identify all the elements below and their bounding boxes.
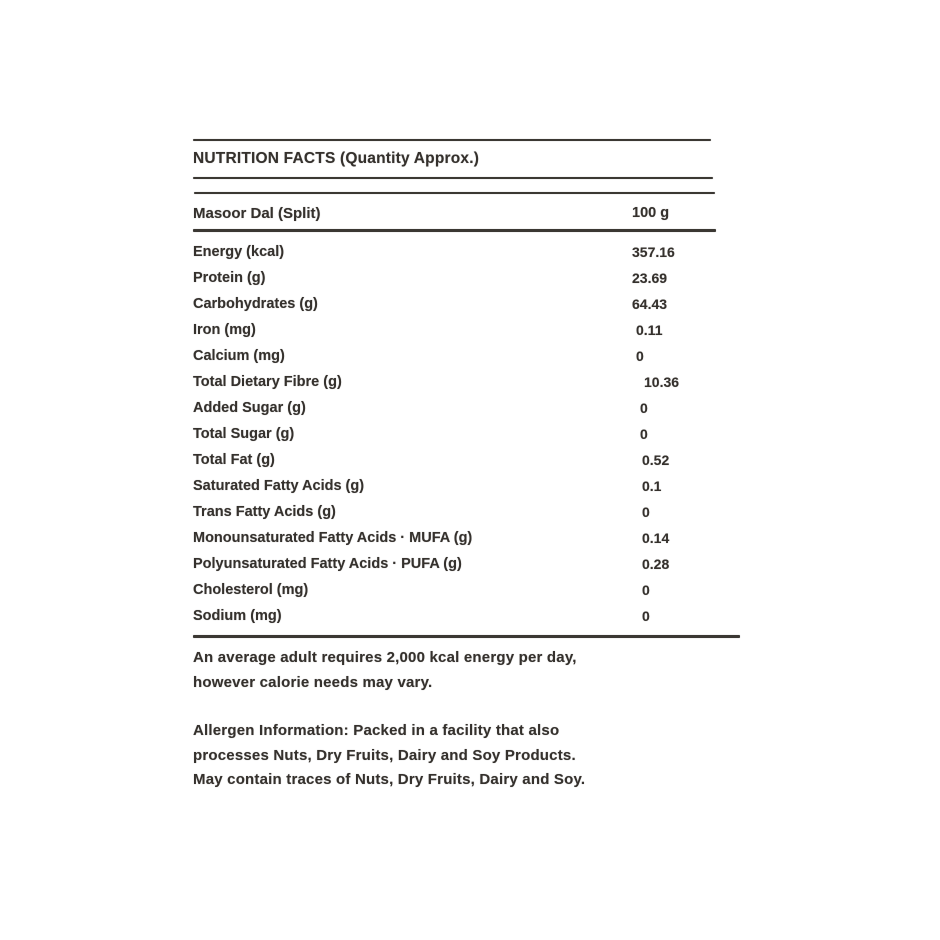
header-separator-rule <box>194 192 715 194</box>
table-row <box>193 553 740 579</box>
nutrient-value: 0.52 <box>642 452 670 468</box>
table-row <box>193 345 740 371</box>
allergen-note <box>193 719 713 793</box>
nutrient-name: Monounsaturated Fatty Acids · MUFA (g) <box>193 530 473 546</box>
table-row <box>193 449 740 475</box>
nutrient-name: Total Fat (g) <box>193 452 275 468</box>
nutrient-value: 357.16 <box>632 244 675 260</box>
calorie-note-line: however calorie needs may vary. <box>193 673 433 691</box>
nutrient-value: 0.1 <box>642 478 662 494</box>
nutrient-value: 64.43 <box>632 296 668 312</box>
table-row <box>193 241 740 267</box>
nutrient-name: Calcium (mg) <box>193 348 285 364</box>
allergen-note-line: Allergen Information: Packed in a facility that also <box>193 722 560 739</box>
table-row <box>193 267 740 293</box>
nutrient-name: Protein (g) <box>193 270 266 286</box>
nutrient-table <box>193 241 740 631</box>
nutrient-name: Cholesterol (mg) <box>193 582 309 598</box>
top-rule <box>193 139 711 141</box>
table-row <box>193 605 740 631</box>
table-row <box>193 371 740 397</box>
nutrient-name: Added Sugar (g) <box>193 400 306 416</box>
nutrient-value: 0 <box>642 582 650 598</box>
nutrient-value: 0 <box>640 400 648 416</box>
table-top-rule <box>193 229 716 232</box>
table-row <box>193 527 740 553</box>
table-row <box>193 501 740 527</box>
calorie-note <box>193 646 693 695</box>
allergen-note-line: processes Nuts, Dry Fruits, Dairy and Soy Products. <box>193 746 576 764</box>
label-title: NUTRITION FACTS (Quantity Approx.) <box>193 150 480 167</box>
nutrient-value: 10.36 <box>644 374 680 390</box>
nutrient-name: Sodium (mg) <box>193 608 282 624</box>
table-row <box>193 319 740 345</box>
allergen-note-line: May contain traces of Nuts, Dry Fruits, Dairy and Soy. <box>193 771 586 788</box>
table-row <box>193 293 740 319</box>
nutrient-value: 0 <box>640 426 648 442</box>
title-underline-rule <box>193 177 713 179</box>
product-header-row <box>193 205 740 227</box>
nutrient-value: 0 <box>636 348 644 364</box>
nutrient-value: 0 <box>642 504 650 520</box>
table-row <box>193 579 740 605</box>
nutrient-name: Energy (kcal) <box>193 244 285 260</box>
product-name: Masoor Dal (Split) <box>193 205 321 222</box>
nutrient-name: Trans Fatty Acids (g) <box>193 504 336 520</box>
nutrient-name: Iron (mg) <box>193 322 256 338</box>
nutrient-name: Saturated Fatty Acids (g) <box>193 478 365 494</box>
nutrient-value: 0 <box>642 608 650 624</box>
nutrient-name: Total Dietary Fibre (g) <box>193 374 342 390</box>
table-bottom-rule <box>193 635 740 638</box>
nutrient-value: 0.28 <box>642 556 670 572</box>
nutrient-name: Carbohydrates (g) <box>193 296 318 312</box>
nutrient-value: 0.14 <box>642 530 670 546</box>
nutrient-value: 0.11 <box>636 322 663 338</box>
calorie-note-line: An average adult requires 2,000 kcal energy per day, <box>193 649 577 666</box>
nutrient-name: Polyunsaturated Fatty Acids · PUFA (g) <box>193 556 462 572</box>
table-row <box>193 397 740 423</box>
nutrient-value: 23.69 <box>632 270 668 286</box>
nutrient-name: Total Sugar (g) <box>193 426 295 442</box>
table-row <box>193 423 740 449</box>
table-row <box>193 475 740 501</box>
serving-size: 100 g <box>632 205 670 221</box>
